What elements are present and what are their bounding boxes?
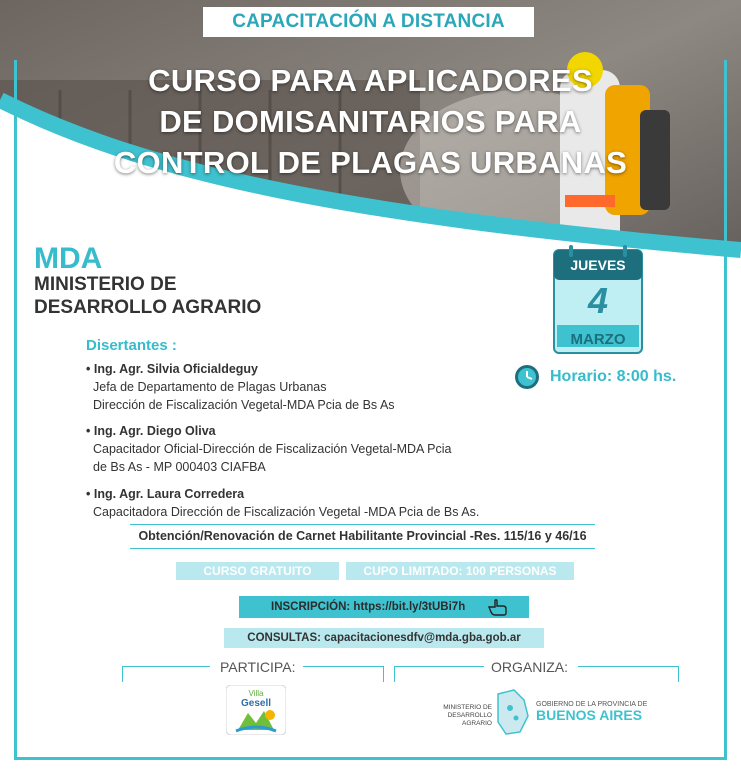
registration-link[interactable]: INSCRIPCIÓN: https://bit.ly/3tUBi7h: [239, 596, 529, 618]
top-banner: CAPACITACIÓN A DISTANCIA: [203, 7, 534, 37]
course-title-line-2: DE DOMISANITARIOS PARA: [159, 104, 582, 139]
organiza-label: ORGANIZA:: [491, 659, 569, 675]
speaker-name: • Ing. Agr. Laura Corredera: [86, 487, 245, 501]
divider: [130, 548, 595, 549]
speaker-detail: Jefa de Departamento de Plagas Urbanas: [93, 380, 327, 394]
speaker-detail: Capacitadora Dirección de Fiscalización Vegetal -MDA Pcia de Bs As.: [93, 505, 480, 519]
calendar-weekday: JUEVES: [570, 257, 626, 273]
carnet-note: Obtención/Renovación de Carnet Habilitante Provincial -Res. 115/16 y 46/16: [138, 529, 587, 543]
contact-email[interactable]: CONSULTAS: capacitacionesdfv@mda.gba.gob.ar: [224, 628, 544, 648]
divider: [130, 524, 595, 525]
villa-gesell-text-top: Villa: [248, 689, 264, 698]
gobierno-text-top: GOBIERNO DE LA PROVINCIA DE: [536, 701, 648, 708]
clock-icon: [514, 364, 540, 390]
villa-gesell-text-bottom: Gesell: [240, 698, 272, 709]
divider: [394, 666, 395, 682]
villa-gesell-logo: [226, 685, 286, 735]
gobierno-text-bottom: BUENOS AIRES: [536, 707, 643, 723]
participa-label: PARTICIPA:: [220, 659, 296, 675]
organizer-abbr: MDA: [34, 242, 103, 275]
schedule-time: Horario: 8:00 hs.: [550, 368, 677, 385]
speaker-detail: Capacitador Oficial-Dirección de Fiscalización Vegetal-MDA Pcia: [93, 442, 452, 456]
speaker-detail: Dirección de Fiscalización Vegetal-MDA Pcia de Bs As: [93, 398, 395, 412]
ministerio-logo: [422, 704, 492, 728]
divider: [303, 666, 383, 667]
divider: [383, 666, 384, 682]
calendar-day: 4: [587, 280, 609, 321]
gobierno-buenos-aires-logo: [494, 686, 674, 738]
ministerio-logo-line-2: DESARROLLO AGRARIO: [447, 712, 492, 727]
divider: [122, 666, 210, 667]
course-title-line-3: CONTROL DE PLAGAS URBANAS: [113, 145, 628, 180]
divider: [578, 666, 678, 667]
organizer-name-line-2: DESARROLLO AGRARIO: [34, 297, 262, 318]
divider: [394, 666, 484, 667]
ministerio-logo-line-1: MINISTERIO DE: [443, 704, 492, 711]
limited-spots-badge: CUPO LIMITADO: 100 PERSONAS: [346, 562, 574, 580]
course-title-line-1: CURSO PARA APLICADORES: [148, 63, 593, 98]
calendar-month: MARZO: [570, 331, 626, 348]
divider: [678, 666, 679, 682]
speaker-detail: de Bs As - MP 000403 CIAFBA: [93, 460, 266, 474]
free-course-badge: CURSO GRATUITO: [176, 562, 339, 580]
speakers-title: Disertantes :: [86, 337, 177, 354]
divider: [122, 666, 123, 682]
pointer-hand-icon: [486, 598, 508, 616]
organizer-name-line-1: MINISTERIO DE: [34, 274, 177, 295]
speaker-name: • Ing. Agr. Silvia Oficialdeguy: [86, 362, 259, 376]
speaker-name: • Ing. Agr. Diego Oliva: [86, 424, 216, 438]
